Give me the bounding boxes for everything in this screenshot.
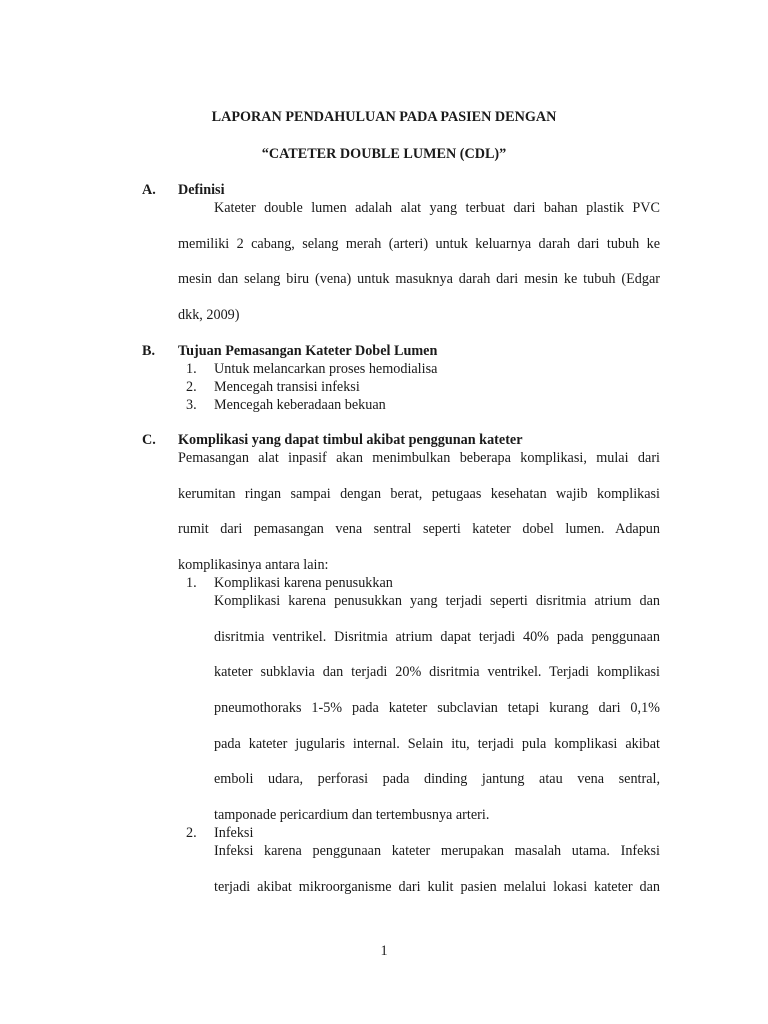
section-c-intro-line: komplikasinya antara lain: bbox=[178, 557, 329, 573]
sublist-item-number: 2. bbox=[186, 825, 197, 841]
section-c-heading: Komplikasi yang dapat timbul akibat penggunan kateter bbox=[178, 432, 523, 448]
sublist-item-line: pada kateter jugularis internal. Selain itu, terjadi pula komplikasi akibat bbox=[214, 736, 660, 752]
section-a-letter: A. bbox=[142, 182, 156, 198]
sublist-item-line: terjadi akibat mikroorganisme dari kulit pasien melalui lokasi kateter dan bbox=[214, 879, 660, 895]
section-c-intro-line: Pemasangan alat inpasif akan menimbulkan beberapa komplikasi, mulai dari bbox=[178, 450, 660, 466]
list-item-text: Mencegah keberadaan bekuan bbox=[214, 397, 386, 413]
list-item-text: Mencegah transisi infeksi bbox=[214, 379, 360, 395]
section-c-intro-line: kerumitan ringan sampai dengan berat, petugaas kesehatan wajib komplikasi bbox=[178, 486, 660, 502]
sublist-item-line: Infeksi karena penggunaan kateter merupakan masalah utama. Infeksi bbox=[214, 843, 660, 859]
list-item-number: 3. bbox=[186, 397, 197, 413]
section-a-paragraph-line: dkk, 2009) bbox=[178, 307, 240, 323]
section-a-heading: Definisi bbox=[178, 182, 225, 198]
document-title-line-2: “CATETER DOUBLE LUMEN (CDL)” bbox=[261, 146, 507, 162]
section-a-paragraph-line: mesin dan selang biru (vena) untuk masuknya darah dari mesin ke tubuh (Edgar bbox=[178, 271, 660, 287]
list-item-text: Untuk melancarkan proses hemodialisa bbox=[214, 361, 438, 377]
section-b-letter: B. bbox=[142, 343, 156, 359]
sublist-item-line: tamponade pericardium dan tertembusnya arteri. bbox=[214, 807, 490, 823]
sublist-item-line: kateter subklavia dan terjadi 20% disritmia ventrikel. Terjadi komplikasi bbox=[214, 664, 660, 680]
list-item-number: 2. bbox=[186, 379, 197, 395]
sublist-item-number: 1. bbox=[186, 575, 197, 591]
sublist-item-line: disritmia ventrikel. Disritmia atrium dapat terjadi 40% pada penggunaan bbox=[214, 629, 660, 645]
list-item-number: 1. bbox=[186, 361, 197, 377]
sublist-item-line: emboli udara, perforasi pada dinding jantung atau vena sentral, bbox=[214, 771, 660, 787]
sublist-item-line: pneumothoraks 1-5% pada kateter subclavian tetapi kurang dari 0,1% bbox=[214, 700, 660, 716]
sublist-item-line: Komplikasi karena penusukkan yang terjadi seperti disritmia atrium dan bbox=[214, 593, 660, 609]
page-number: 1 bbox=[380, 943, 388, 959]
section-a-paragraph-line: Kateter double lumen adalah alat yang terbuat dari bahan plastik PVC bbox=[214, 200, 660, 216]
section-a-paragraph-line: memiliki 2 cabang, selang merah (arteri) untuk keluarnya darah dari tubuh ke bbox=[178, 236, 660, 252]
section-b-heading: Tujuan Pemasangan Kateter Dobel Lumen bbox=[178, 343, 438, 359]
sublist-item-title: Infeksi bbox=[214, 825, 254, 841]
section-c-letter: C. bbox=[142, 432, 156, 448]
section-c-intro-line: rumit dari pemasangan vena sentral seperti kateter dobel lumen. Adapun bbox=[178, 521, 660, 537]
sublist-item-title: Komplikasi karena penusukkan bbox=[214, 575, 393, 591]
document-title-line-1: LAPORAN PENDAHULUAN PADA PASIEN DENGAN bbox=[211, 109, 557, 125]
